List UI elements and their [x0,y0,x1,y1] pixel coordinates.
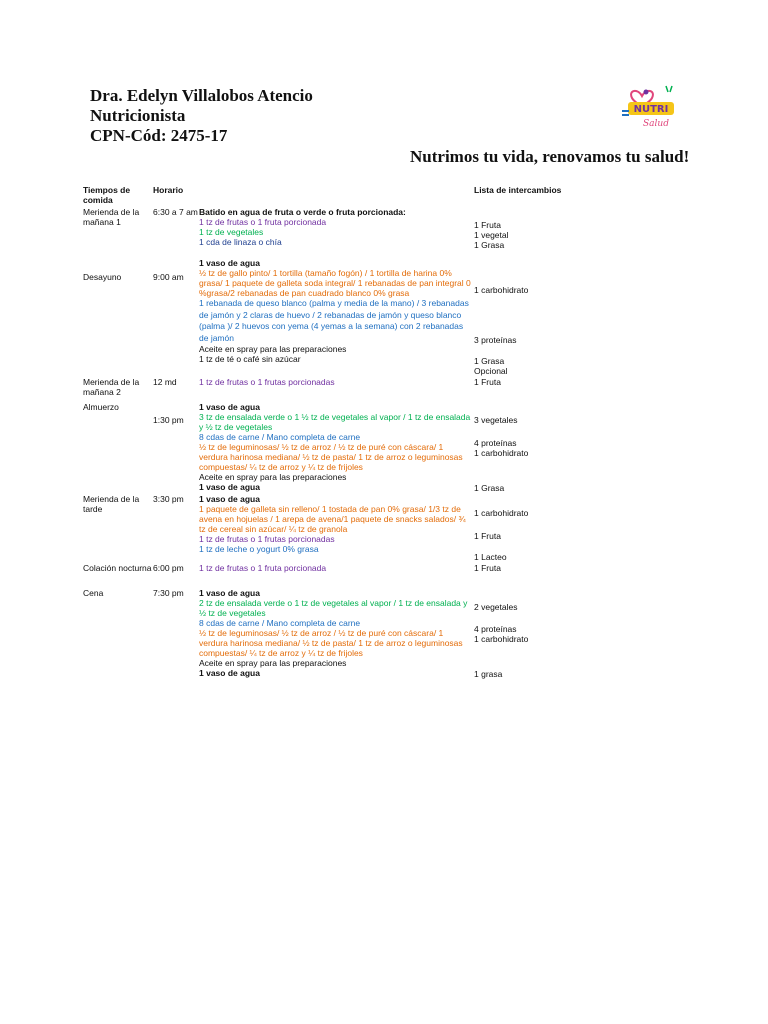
exchange-item: 1 Fruta [474,220,501,230]
meal-name-m1: Merienda de la mañana 1 [83,207,140,227]
exchange-item: 1 Grasa [474,240,505,250]
exchange-item: 1 carbohidrato [474,448,529,458]
detail-line: 3 tz de ensalada verde o 1 ½ tz de vegetales al vapor / 1 tz de ensalada y ½ tz de vegetales [199,412,471,432]
exchange-item: 1 Grasa [474,356,505,366]
detail-line: 1 vaso de agua [199,588,260,598]
detail-line: 1 vaso de agua [199,402,260,412]
detail-line: 1 tz de frutas o 1 frutas porcionadas [199,377,335,387]
exchange-item: Opcional [474,366,508,376]
exchange-item: 1 carbohidrato [474,508,529,518]
nutri-salud-logo [620,80,684,132]
exchange-item: 1 Grasa [474,483,505,493]
detail-line: 2 tz de ensalada verde o 1 tz de vegetales al vapor / 1 tz de ensalada y ½ tz de vegetales [199,598,468,618]
header-tiempos: Tiempos de comida [83,185,131,205]
detail-line: 1 rebanada de queso blanco (palma y media de la mano) / 3 rebanadas de jamón y 2 claras de huevo / 2 rebanadas de jamón y queso blanco (palma )/ 2 huevos con yema (4 yemas a la semana) con 2 rebanadas de jamón [199,298,469,343]
doctor-code: CPN-Cód: 2475-17 [90,126,228,145]
meal-name-tarde: Merienda de la tarde [83,494,140,514]
detail-line: 1 vaso de agua [199,258,260,268]
exchange-item: 3 proteínas [474,335,517,345]
meal-name-m2: Merienda de la mañana 2 [83,377,140,397]
exchange-item: 1 Fruta [474,563,501,573]
detail-line: 8 cdas de carne / Mano completa de carne [199,432,361,442]
meal-name-desayuno: Desayuno [83,272,122,282]
header-horario: Horario [153,185,184,195]
detail-line: Aceite en spray para las preparaciones [199,658,347,668]
svg-text:Salud: Salud [643,119,669,129]
detail-line: 1 paquete de galleta sin relleno/ 1 tostada de pan 0% grasa/ 1/3 tz de avena en hojuelas / 1 arepa de avena/1 paquete de snacks salados/ ¾ tz de cereal sin azúcar/ ¼ tz de granola [199,504,466,534]
meal-time-m1: 6:30 a 7 am [153,207,198,217]
meal-time-desayuno: 9:00 am [153,272,184,282]
detail-line: ½ tz de leguminosas/ ½ tz de arroz / ½ tz de puré con cáscara/ 1 verdura harinosa mediana/ ½ tz de pasta/ 1 tz de arroz o leguminosas compuestas/ ¼ tz de arroz y ¼ tz de frijoles [199,442,463,472]
detail-line: Batido en agua de fruta o verde o fruta porcionada: [199,207,406,217]
exchange-item: 4 proteínas [474,438,517,448]
detail-line: Aceite en spray para las preparaciones [199,344,347,354]
detail-line: 1 vaso de agua [199,668,260,678]
svg-text:NUTRI: NUTRI [633,104,669,115]
meal-time-colacion: 6:00 pm [153,563,184,573]
meal-detail-tarde [199,494,471,554]
doctor-name: Dra. Edelyn Villalobos Atencio [90,86,313,105]
meal-detail-colacion [199,563,471,573]
detail-line: 1 tz de té o café sin azúcar [199,354,301,364]
meal-time-almuerzo: 1:30 pm [153,415,184,425]
detail-line: 1 vaso de agua [199,482,260,492]
detail-line: 1 tz de frutas o 1 frutas porcionadas [199,534,335,544]
detail-line: 1 tz de leche o yogurt 0% grasa [199,544,319,554]
exchange-item: 1 Fruta [474,377,501,387]
exchange-item: 1 carbohidrato [474,634,529,644]
exchange-item: 4 proteínas [474,624,517,634]
doctor-role: Nutricionista [90,106,186,125]
header-lista: Lista de intercambios [474,185,562,195]
exchange-item: 1 vegetal [474,230,509,240]
detail-line: 1 tz de frutas o 1 fruta porcionada [199,217,327,227]
exchange-item: 2 vegetales [474,602,518,612]
meal-detail-desayuno [199,258,471,364]
detail-line: 1 tz de frutas o 1 fruta porcionada [199,563,327,573]
exchange-item: 3 vegetales [474,415,518,425]
exchange-item: 1 carbohidrato [474,285,529,295]
meal-name-colacion: Colación nocturna [83,563,152,573]
meal-time-tarde: 3:30 pm [153,494,184,504]
exchange-item: 1 Lacteo [474,552,507,562]
exchange-item: 1 Fruta [474,531,501,541]
meal-time-m2: 12 md [153,377,177,387]
detail-line: ½ tz de gallo pinto/ 1 tortilla (tamaño fogón) / 1 tortilla de harina 0% grasa/ 1 paquete de galleta soda integral/ 1 rebanadas de pan integral 0 %grasa/2 rebanadas de pan cuadrado blanco 0% grasa [199,268,471,298]
meal-name-almuerzo: Almuerzo [83,402,119,412]
meal-time-cena: 7:30 pm [153,588,184,598]
detail-line: 1 tz de vegetales [199,227,264,237]
detail-line: 1 cda de linaza o chía [199,237,282,247]
meal-detail-m1 [199,207,471,247]
exchange-item: 1 grasa [474,669,503,679]
meal-detail-almuerzo [199,402,471,492]
detail-line: 8 cdas de carne / Mano completa de carne [199,618,361,628]
meal-detail-m2 [199,377,471,387]
exchanges-m1 [474,220,509,250]
meal-name-cena: Cena [83,588,104,598]
doctor-header [90,86,313,146]
detail-line: 1 vaso de agua [199,494,260,504]
detail-line: ½ tz de leguminosas/ ½ tz de arroz / ½ tz de puré con cáscara/ 1 verdura harinosa mediana/ ½ tz de pasta/ 1 tz de arroz o leguminosas compuestas/ ¼ tz de arroz y ¼ tz de frijoles [199,628,463,658]
detail-line: Aceite en spray para las preparaciones [199,472,347,482]
slogan: Nutrimos tu vida, renovamos tu salud! [410,147,690,166]
meal-detail-cena [199,588,471,678]
